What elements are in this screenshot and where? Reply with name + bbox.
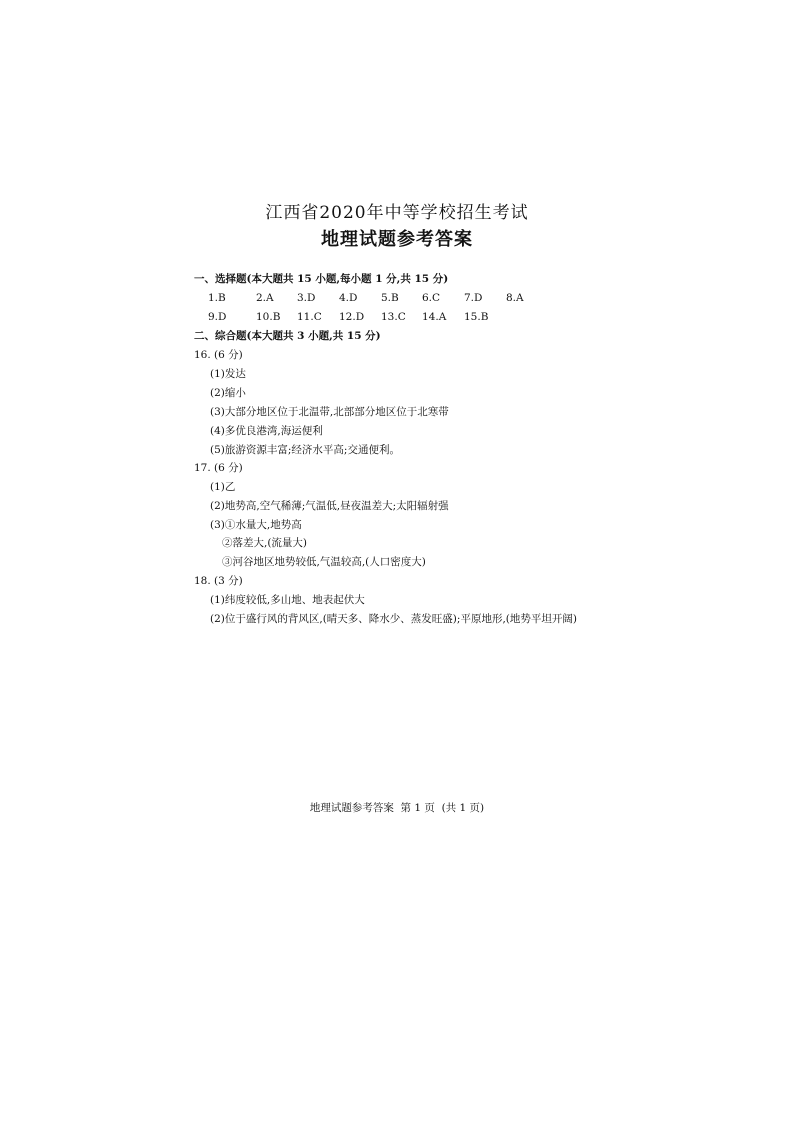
answer-item: 7.D (464, 292, 483, 304)
question-16-answer-1: (1)发达 (210, 368, 246, 380)
question-18-answer-1: (1)纬度较低,多山地、地表起伏大 (210, 594, 365, 606)
question-17-answer-2: (2)地势高,空气稀薄;气温低,昼夜温差大;太阳辐射强 (210, 500, 449, 512)
answer-item: 5.B (381, 292, 399, 304)
question-18-label: 18. (3 分) (194, 575, 243, 587)
question-16-answer-5: (5)旅游资源丰富;经济水平高;交通便利。 (210, 444, 400, 456)
page-footer: 地理试题参考答案 第 1 页 (共 1 页) (309, 802, 485, 814)
answer-item: 9.D (208, 311, 227, 323)
section-heading-choice: 一、选择题(本大题共 15 小题,每小题 1 分,共 15 分) (194, 273, 449, 285)
answer-item: 14.A (422, 311, 447, 323)
answer-item: 1.B (208, 292, 226, 304)
question-17-answer-3-3: ③河谷地区地势较低,气温较高,(人口密度大) (222, 556, 426, 568)
question-16-answer-4: (4)多优良港湾,海运便利 (210, 425, 323, 437)
answer-item: 4.D (339, 292, 358, 304)
answer-item: 11.C (297, 311, 322, 323)
answer-item: 3.D (297, 292, 316, 304)
question-16-answer-2: (2)缩小 (210, 387, 246, 399)
page-title: 江西省2020年中等学校招生考试 (265, 203, 529, 223)
answer-item: 10.B (256, 311, 281, 323)
answer-item: 12.D (339, 311, 365, 323)
question-16-label: 16. (6 分) (194, 349, 243, 361)
question-17-answer-3-2: ②落差大,(流量大) (222, 537, 308, 549)
question-17-answer-3-1: (3)①水量大,地势高 (210, 519, 302, 531)
question-16-answer-3: (3)大部分地区位于北温带,北部部分地区位于北寒带 (210, 406, 449, 418)
answer-item: 6.C (422, 292, 441, 304)
section-heading-comprehensive: 二、综合题(本大题共 3 小题,共 15 分) (194, 330, 381, 342)
answer-item: 8.A (506, 292, 524, 304)
question-18-answer-2: (2)位于盛行风的背风区,(晴天多、降水少、蒸发旺盛);平原地形,(地势平坦开阔) (210, 613, 577, 625)
answer-item: 13.C (381, 311, 406, 323)
answer-item: 15.B (464, 311, 489, 323)
question-17-label: 17. (6 分) (194, 462, 243, 474)
answer-item: 2.A (256, 292, 274, 304)
question-17-answer-1: (1)乙 (210, 481, 236, 493)
page-subtitle: 地理试题参考答案 (321, 229, 473, 250)
